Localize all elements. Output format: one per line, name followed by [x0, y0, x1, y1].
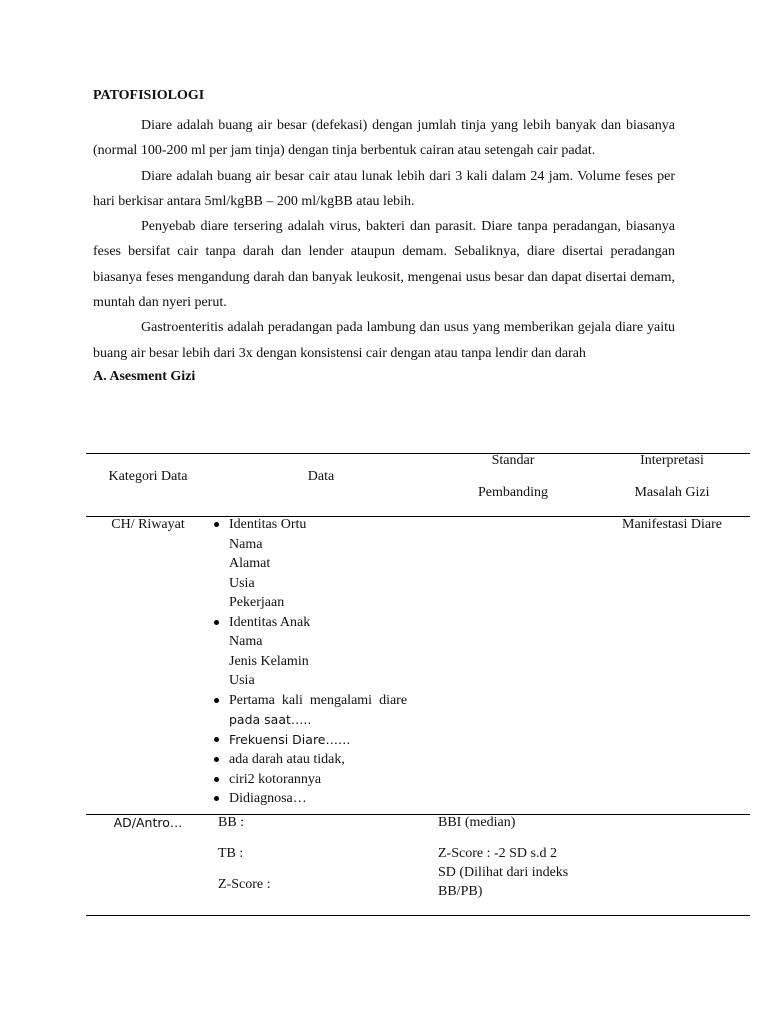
row1-interpretasi: Manifestasi Diare	[622, 517, 722, 532]
list-item-identitas-anak: Identitas Anak	[211, 613, 426, 633]
ortu-subitem: Nama	[229, 536, 263, 552]
list-item-didiagnosa: Didiagnosa…	[211, 789, 426, 809]
anak-subitem: Usia	[229, 673, 255, 688]
bullet-icon	[214, 796, 219, 801]
list-item-ciri: ciri2 kotorannya	[211, 770, 426, 790]
row2-z-standard-3: BB/PB)	[438, 884, 483, 899]
paragraph-volume: Diare adalah buang air besar cair atau lunak lebih dari 3 kali dalam 24 jam. Volume feses per hari berkisar antara 5ml/kgBB – 200 ml/kgBB atau lebih.	[93, 168, 675, 209]
header-data: Data	[307, 469, 335, 484]
anak-subitem: Jenis Kelamin	[229, 653, 309, 669]
bullet-icon	[214, 777, 219, 782]
row2-z-standard-2: SD (Dilihat dari indeks	[438, 865, 569, 880]
list-item-pertama: Pertama kali mengalami diare	[211, 691, 426, 711]
row1-data-list	[211, 515, 426, 809]
list-item-identitas-ortu: Identitas Ortu	[211, 515, 426, 535]
row2-kategori: AD/Antro…	[113, 815, 183, 830]
list-item-frekuensi: Frekuensi Diare……	[211, 730, 426, 751]
heading: PATOFISIOLOGI	[93, 88, 205, 103]
bullet-icon	[214, 737, 219, 742]
ortu-subitem: Pekerjaan	[229, 595, 285, 610]
row2-zscore: Z-Score :	[218, 877, 271, 892]
ortu-subitem: Usia	[229, 575, 255, 591]
header-interpretasi-1: Interpretasi	[640, 453, 704, 468]
paragraph-gastroenteritis: Gastroenteritis adalah peradangan pada lambung dan usus yang memberikan gejala diare yaitu buang air besar lebih dari 3x dengan konsistensi cair dengan atau tanpa lendir dan darah	[93, 320, 675, 361]
header-standar-2: Pembanding	[478, 485, 548, 500]
bullet-icon	[214, 522, 219, 527]
paragraph-definition: Diare adalah buang air besar (defekasi) dengan jumlah tinja yang lebih banyak dan biasanya (normal 100-200 ml per jam tinja) dengan tinja berbentuk cairan atau setengah cair padat.	[93, 118, 675, 159]
row2-z-standard-1: Z-Score : -2 SD s.d 2	[438, 846, 557, 861]
bullet-icon	[214, 698, 219, 703]
row1-kategori: CH/ Riwayat	[111, 517, 185, 532]
header-kategori: Kategori Data	[108, 469, 188, 484]
pertama-continuation: pada saat…..	[229, 712, 312, 727]
header-standar-1: Standar	[491, 453, 535, 468]
list-item-darah: ada darah atau tidak,	[211, 750, 426, 770]
row2-bbi: BBI (median)	[438, 815, 516, 830]
bullet-icon	[214, 757, 219, 762]
anak-subitem: Nama	[229, 634, 263, 649]
paragraph-cause: Penyebab diare tersering adalah virus, bakteri dan parasit. Diare tanpa peradangan, biasanya feses bersifat cair tanpa darah dan lender ataupun demam. Sebaliknya, diare disertai peradangan biasanya feses mengandung darah dan banyak leukosit, mengenai usus besar dan dapat disertai demam, muntah dan nyeri perut.	[93, 219, 675, 311]
bullet-icon	[214, 620, 219, 625]
section-title: A. Asesment Gizi	[93, 368, 196, 384]
document-page	[93, 86, 675, 387]
row2-tb: TB :	[218, 846, 244, 861]
ortu-subitem: Alamat	[229, 556, 271, 571]
row2-bb: BB :	[218, 815, 245, 830]
table-bottom-rule	[86, 915, 750, 916]
header-interpretasi-2: Masalah Gizi	[634, 485, 710, 500]
